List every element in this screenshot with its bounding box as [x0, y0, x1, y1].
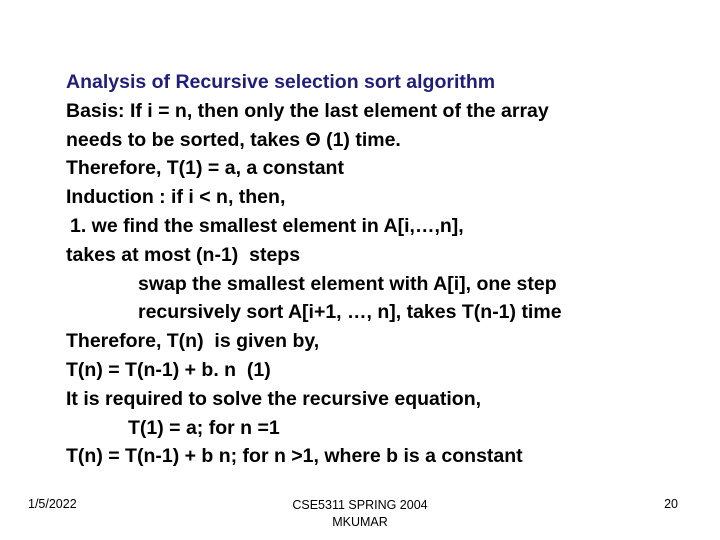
general-case-equation: T(n) = T(n-1) + b n; for n >1, where b is a constant — [66, 445, 523, 468]
solve-statement: It is required to solve the recursive equation, — [66, 387, 482, 410]
base-case-equation: T(1) = a; for n =1 — [128, 416, 280, 439]
recurrence-equation: T(n) = T(n-1) + b. n (1) — [66, 358, 271, 381]
slide-title: Analysis of Recursive selection sort algorithm — [66, 71, 496, 93]
footer-author: MKUMAR — [332, 515, 388, 529]
page-number: 20 — [664, 497, 678, 511]
step-1-line: 1. we find the smallest element in A[i,…,n], — [70, 214, 464, 237]
basis-result: Therefore, T(1) = a, a constant — [66, 157, 344, 180]
footer-date: 1/5/2022 — [28, 497, 77, 511]
therefore-line: Therefore, T(n) is given by, — [66, 330, 320, 353]
footer-course-info — [260, 497, 460, 531]
slide-body — [66, 68, 706, 471]
induction-line: Induction : if i < n, then, — [66, 186, 286, 209]
recursive-step-line: recursively sort A[i+1, …, n], takes T(n-1) time — [138, 301, 562, 324]
swap-step-line: swap the smallest element with A[i], one step — [138, 272, 557, 295]
basis-line-cont: needs to be sorted, takes Θ (1) time. — [66, 128, 401, 151]
footer-course: CSE5311 SPRING 2004 — [292, 498, 428, 512]
step-1-cost: takes at most (n-1) steps — [66, 243, 301, 266]
basis-line: Basis: If i = n, then only the last element of the array — [66, 99, 549, 122]
